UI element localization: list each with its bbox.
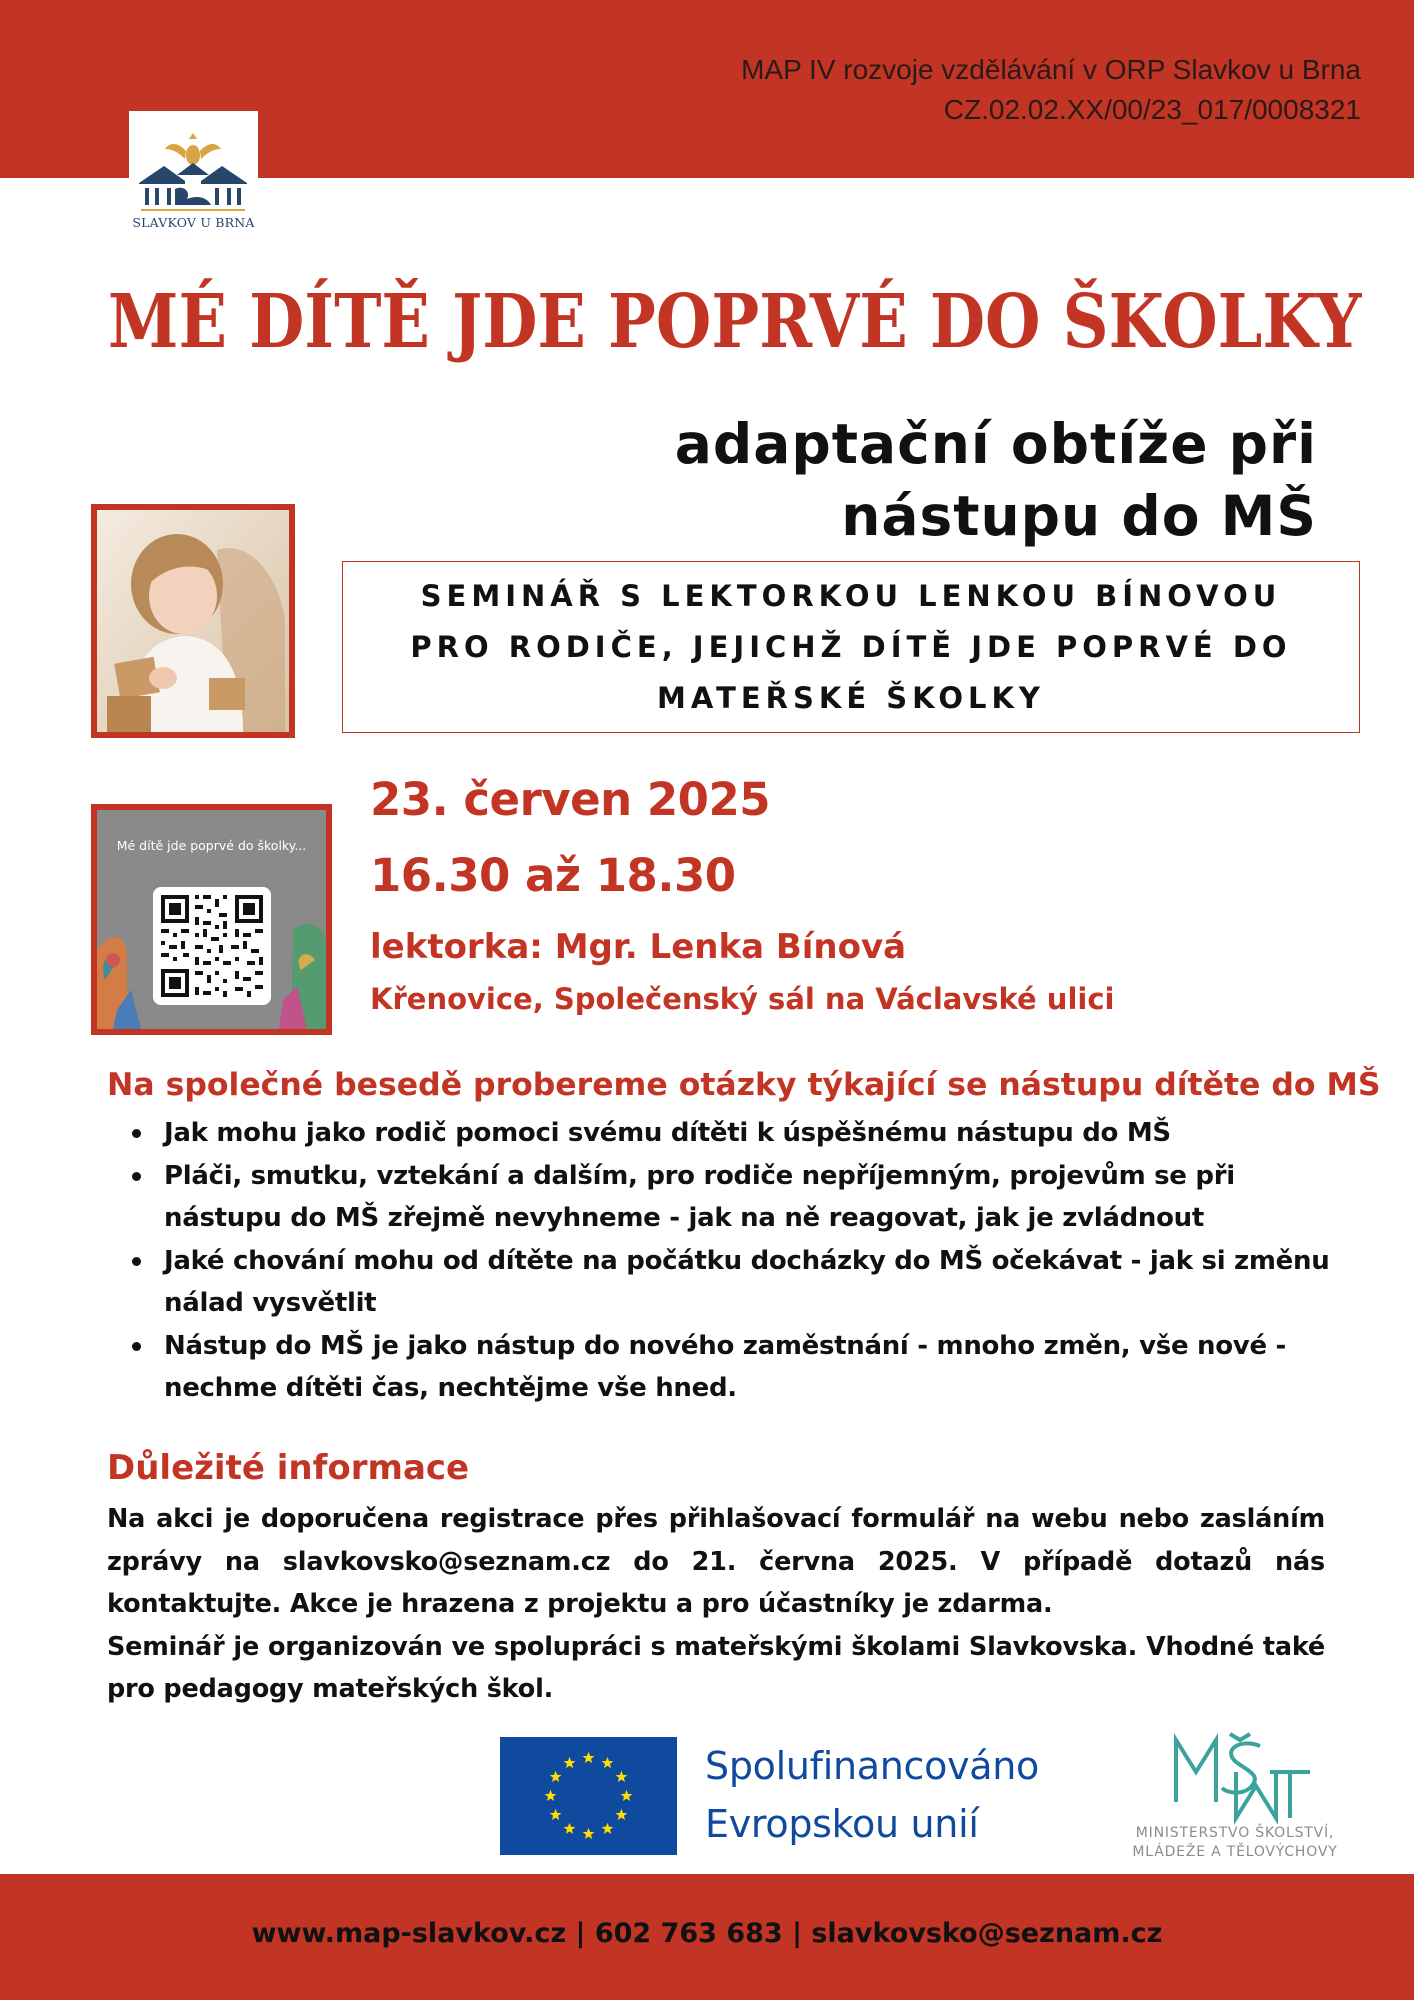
seminar-description	[410, 571, 1291, 724]
subtitle	[675, 408, 1317, 552]
eu-star-icon	[616, 1771, 628, 1782]
eu-star-icon	[616, 1809, 628, 1820]
footer-contacts[interactable]: www.map-slavkov.cz | 602 763 683 | slavkovsko@seznam.cz	[251, 1918, 1163, 1949]
topics-heading: Na společné besedě probereme otázky týkající se nástupu dítěte do MŠ	[107, 1067, 1381, 1103]
qr-registration-card[interactable]	[91, 804, 332, 1035]
eu-star-icon	[564, 1757, 576, 1768]
topic-item: Jaké chování mohu od dítěte na počátku docházky do MŠ očekávat - jak si změnu nálad vysvětlit	[107, 1240, 1337, 1325]
seminar-info-box	[342, 561, 1360, 733]
msmt-logo	[1110, 1732, 1360, 1862]
project-info	[741, 50, 1361, 130]
event-lecturer: lektorka: Mgr. Lenka Bínová	[370, 927, 907, 967]
msmt-line-2: MLÁDEŽE A TĚLOVÝCHOVY	[1132, 1844, 1338, 1860]
eu-line-1: Spolufinancováno	[705, 1744, 1039, 1788]
slavkov-logo	[129, 111, 258, 240]
seminar-line-1: SEMINÁŘ S LEKTORKOU LENKOU BÍNOVOU	[420, 578, 1282, 613]
info-paragraph-cooperation: Seminář je organizován ve spolupráci s mateřskými školami Slavkovska. Vhodné také pro pedagogy mateřských škol.	[107, 1631, 1325, 1704]
eu-star-icon	[550, 1771, 562, 1782]
topic-item: Pláči, smutku, vztekání a dalším, pro rodiče nepříjemným, projevům se při nástupu do MŠ zřejmě nevyhneme - jak na ně reagovat, jak je zvládnout	[107, 1155, 1337, 1240]
project-name: MAP IV rozvoje vzdělávání v ORP Slavkov u Brna	[741, 54, 1361, 85]
eu-line-2: Evropskou unií	[705, 1802, 979, 1846]
project-code: CZ.02.02.XX/00/23_017/0008321	[943, 94, 1361, 125]
msmt-monogram-icon	[1110, 1732, 1360, 1824]
event-date: 23. červen 2025	[370, 773, 771, 826]
eu-cofunding-label	[705, 1737, 1039, 1853]
subtitle-line-1: adaptační obtíže při	[674, 412, 1317, 476]
seminar-line-3: MATEŘSKÉ ŠKOLKY	[657, 680, 1045, 715]
qr-caption: Mé dítě jde poprvé do školky...	[116, 838, 307, 853]
msmt-line-1: MINISTERSTVO ŠKOLSTVÍ,	[1135, 1825, 1335, 1841]
eu-star-icon	[602, 1823, 614, 1834]
eu-star-icon	[545, 1790, 557, 1801]
eu-star-icon	[602, 1757, 614, 1768]
event-location: Křenovice, Společenský sál na Václavské ulici	[370, 982, 1115, 1016]
eu-star-icon	[583, 1828, 595, 1839]
topic-item: Nástup do MŠ je jako nástup do nového zaměstnání - mnoho změn, vše nové - nechme dítěti čas, nechtějme vše hned.	[107, 1325, 1337, 1410]
eu-star-icon	[621, 1790, 633, 1801]
qr-code[interactable]	[153, 887, 271, 1005]
info-heading: Důležité informace	[107, 1448, 470, 1488]
seminar-line-2: PRO RODIČE, JEJICHŽ DÍTĚ JDE POPRVÉ DO	[410, 629, 1292, 664]
eu-star-icon	[564, 1823, 576, 1834]
eu-stars-icon	[500, 1737, 677, 1855]
info-paragraph-registration: Na akci je doporučena registrace přes přihlašovací formulář na webu nebo zasláním zprávy na slavkovsko@seznam.cz do 21. června 2025. V případě dotazů nás kontaktujte. Akce je hrazena z projektu a pro účastníky je zdarma.	[107, 1504, 1325, 1619]
event-time: 16.30 až 18.30	[370, 849, 736, 902]
msmt-caption	[1110, 1824, 1360, 1862]
logo-caption: SLAVKOV U BRNA	[132, 215, 255, 230]
eu-star-icon	[583, 1752, 595, 1763]
child-playing-image	[97, 510, 289, 732]
topics-list	[107, 1112, 1337, 1410]
qr-code-icon	[153, 887, 271, 1005]
subtitle-line-2: nástupu do MŠ	[841, 484, 1317, 548]
child-photo	[91, 504, 295, 738]
footer-banner	[0, 1874, 1414, 2000]
topic-item: Jak mohu jako rodič pomoci svému dítěti k úspěšnému nástupu do MŠ	[107, 1112, 1337, 1155]
eu-flag-icon	[500, 1737, 677, 1855]
info-text	[107, 1498, 1325, 1711]
eu-star-icon	[550, 1809, 562, 1820]
page-title: MÉ DÍTĚ JDE POPRVÉ DO ŠKOLKY	[108, 279, 1362, 365]
